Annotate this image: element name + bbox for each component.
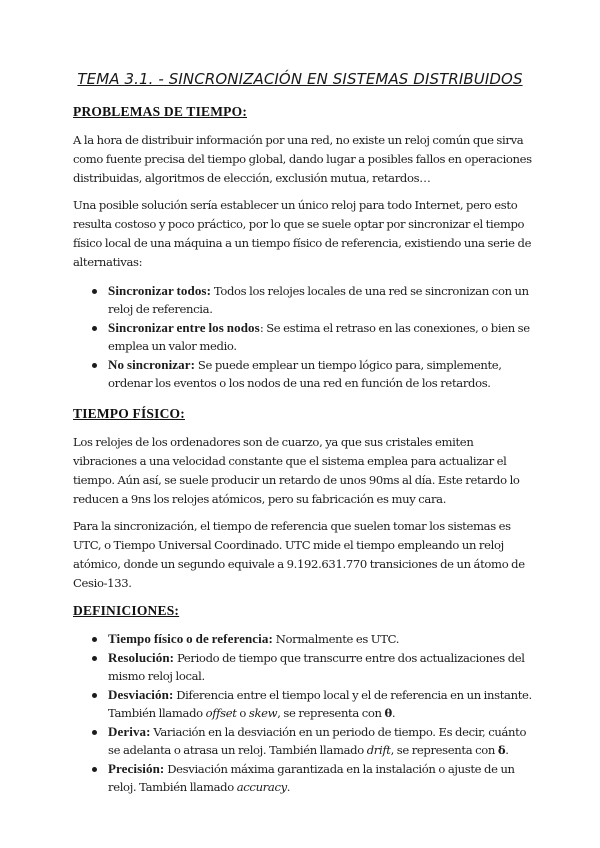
list-item xyxy=(73,686,533,722)
list-item-term: Desviación: xyxy=(108,687,174,702)
document-body xyxy=(73,104,533,810)
definitions-list xyxy=(73,630,533,796)
document-title: TEMA 3.1. - SINCRONIZACIÓN EN SISTEMAS DISTRIBUIDOS xyxy=(77,70,523,88)
alternatives-list xyxy=(73,282,533,392)
list-item-emphasis: offset xyxy=(205,706,237,720)
bullet-icon xyxy=(92,637,97,642)
list-item xyxy=(73,282,533,318)
paragraph-tiempo-fisico-2: Para la sincronización, el tiempo de referencia que suelen tomar los sistemas es UTC, o Tiempo Universal Coordinado. UTC mide el tiempo empleando un reloj atómico, donde un segundo equivale a 9.192.631.770 transiciones de un átomo de Cesio-133. xyxy=(73,519,525,590)
bullet-icon xyxy=(92,326,97,331)
list-item xyxy=(73,649,533,685)
bullet-icon xyxy=(92,730,97,735)
list-item-text: Desviación máxima garantizada en la instalación o ajuste de un reloj. También llamado xyxy=(108,762,515,794)
list-item xyxy=(73,356,533,392)
paragraph-problemas-2: Una posible solución sería establecer un único reloj para todo Internet, pero esto resulta costoso y poco práctico, por lo que se suele optar por sincronizar el tiempo físico local de una máquina a un tiempo físico de referencia, existiendo una serie de alternativas: xyxy=(73,198,532,269)
heading-problemas-de-tiempo: PROBLEMAS DE TIEMPO: xyxy=(73,104,248,119)
list-item-text: , se representa con xyxy=(390,743,498,757)
list-item-text: o xyxy=(236,706,249,720)
bullet-icon xyxy=(92,693,97,698)
list-item-emphasis: drift xyxy=(366,743,391,757)
list-item-text: : Se estima el retraso en las conexiones, o bien se emplea un valor medio. xyxy=(108,321,530,353)
delta-symbol: δ xyxy=(497,743,506,757)
paragraph-tiempo-fisico-1: Los relojes de los ordenadores son de cuarzo, ya que sus cristales emiten vibraciones a una velocidad constante que el sistema emplea para actualizar el tiempo. Aún así, se suele producir un retardo de unos 90ms al día. Este retardo lo reducen a 9ns los relojes atómicos, pero su fabricación es muy cara. xyxy=(73,435,520,506)
list-item-term: Tiempo físico o de referencia: xyxy=(108,631,273,646)
list-item-term: No sincronizar: xyxy=(108,357,196,372)
list-item-text: Variación en la desviación en un periodo de tiempo. Es decir, cuánto se adelanta o atrasa un reloj. También llamado xyxy=(108,725,527,757)
list-item xyxy=(73,319,533,355)
list-item-text: , se representa con xyxy=(277,706,385,720)
bullet-icon xyxy=(92,289,97,294)
list-item-term: Deriva: xyxy=(108,724,151,739)
list-item-text: . xyxy=(505,743,509,757)
theta-symbol: θ xyxy=(384,706,392,720)
list-item-term: Precisión: xyxy=(108,761,165,776)
list-item-emphasis: skew xyxy=(248,706,278,720)
list-item-text: Todos los relojes locales de una red se sincronizan con un reloj de referencia. xyxy=(108,284,529,316)
bullet-icon xyxy=(92,767,97,772)
list-item-text: . xyxy=(391,706,396,720)
list-item-term: Resolución: xyxy=(108,650,175,665)
list-item-text: Normalmente es UTC. xyxy=(272,632,400,646)
list-item xyxy=(73,760,533,796)
heading-definiciones: DEFINICIONES: xyxy=(73,603,180,618)
list-item-text: Se puede emplear un tiempo lógico para, simplemente, ordenar los eventos o los nodos de una red en función de los retardos. xyxy=(108,358,502,390)
list-item-term: Sincronizar entre los nodos xyxy=(108,320,260,335)
list-item-term: Sincronizar todos: xyxy=(108,283,212,298)
list-item-text: Diferencia entre el tiempo local y el de referencia en un instante. También llamado xyxy=(108,688,532,720)
list-item-text: Periodo de tiempo que transcurre entre dos actualizaciones del mismo reloj local. xyxy=(108,651,525,683)
list-item-emphasis: accuracy xyxy=(236,780,287,794)
bullet-icon xyxy=(92,656,97,661)
list-item-text: . xyxy=(286,780,291,794)
heading-tiempo-fisico: TIEMPO FÍSICO: xyxy=(73,406,185,421)
list-item xyxy=(73,723,533,759)
paragraph-problemas-1: A la hora de distribuir información por una red, no existe un reloj común que sirva como fuente precisa del tiempo global, dando lugar a posibles fallos en operaciones distribuidas, algoritmos de elección, exclusión mutua, retardos… xyxy=(73,133,532,185)
list-item xyxy=(73,630,533,648)
bullet-icon xyxy=(92,363,97,368)
